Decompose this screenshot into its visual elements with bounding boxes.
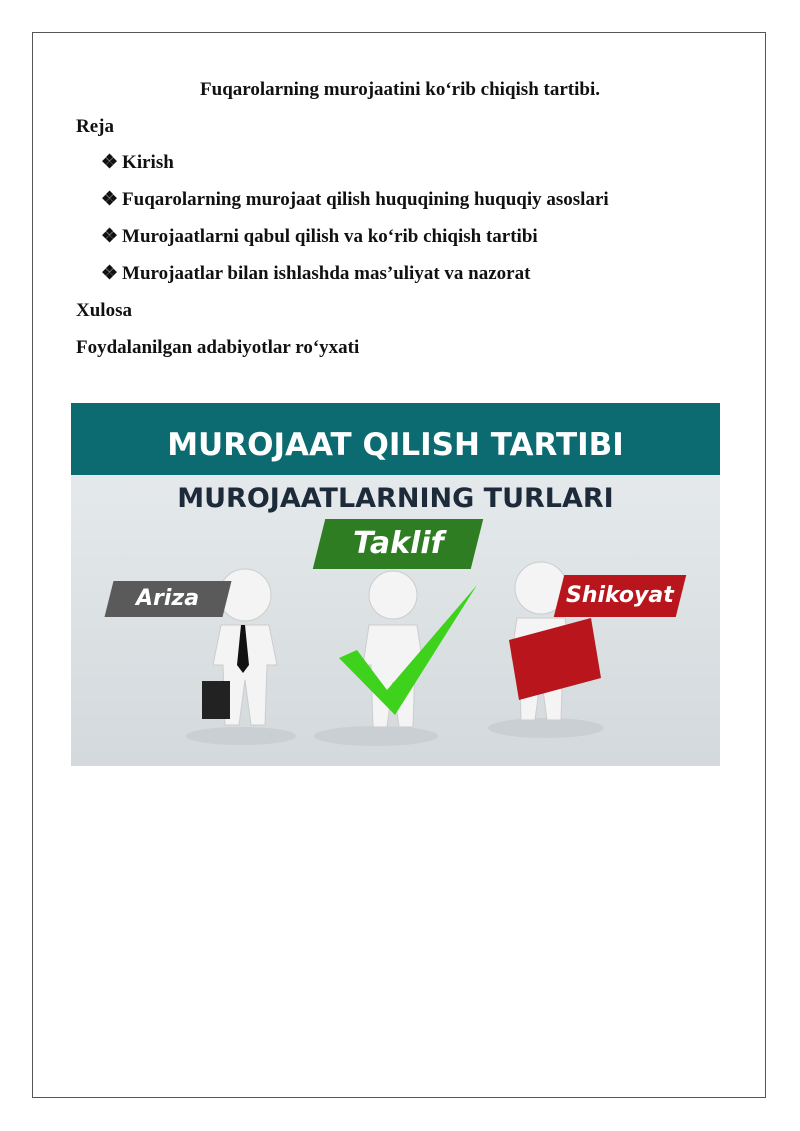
diamond-bullet-icon: ❖ [101,189,119,210]
appeal-types-figure [71,403,720,766]
diamond-bullet-icon: ❖ [101,263,119,284]
list-item [101,263,530,285]
list-item [101,189,609,211]
document-title: Fuqarolarning murojaatini ko‘rib chiqish tartibi. [200,79,600,100]
label-shikoyat: Shikoyat [554,575,686,617]
list-item-text: Kirish [122,152,174,173]
references-heading: Foydalanilgan adabiyotlar ro‘yxati [76,337,360,358]
list-item [101,226,538,248]
list-item-text: Murojaatlarni qabul qilish va ko‘rib chiqish tartibi [122,226,538,247]
diamond-bullet-icon: ❖ [101,226,119,247]
list-item [101,152,174,174]
diamond-bullet-icon: ❖ [101,152,119,173]
list-item-text: Fuqarolarning murojaat qilish huquqining huquqiy asoslari [122,189,609,210]
figure-header: MUROJAAT QILISH TARTIBI [71,403,720,475]
plan-heading: Reja [76,116,114,137]
label-ariza: Ariza [105,581,232,617]
figure-subtitle: MUROJAATLARNING TURLARI [177,483,614,514]
label-taklif: Taklif [313,519,483,569]
list-item-text: Murojaatlar bilan ishlashda mas’uliyat va nazorat [122,263,531,284]
conclusion-heading: Xulosa [76,300,132,321]
